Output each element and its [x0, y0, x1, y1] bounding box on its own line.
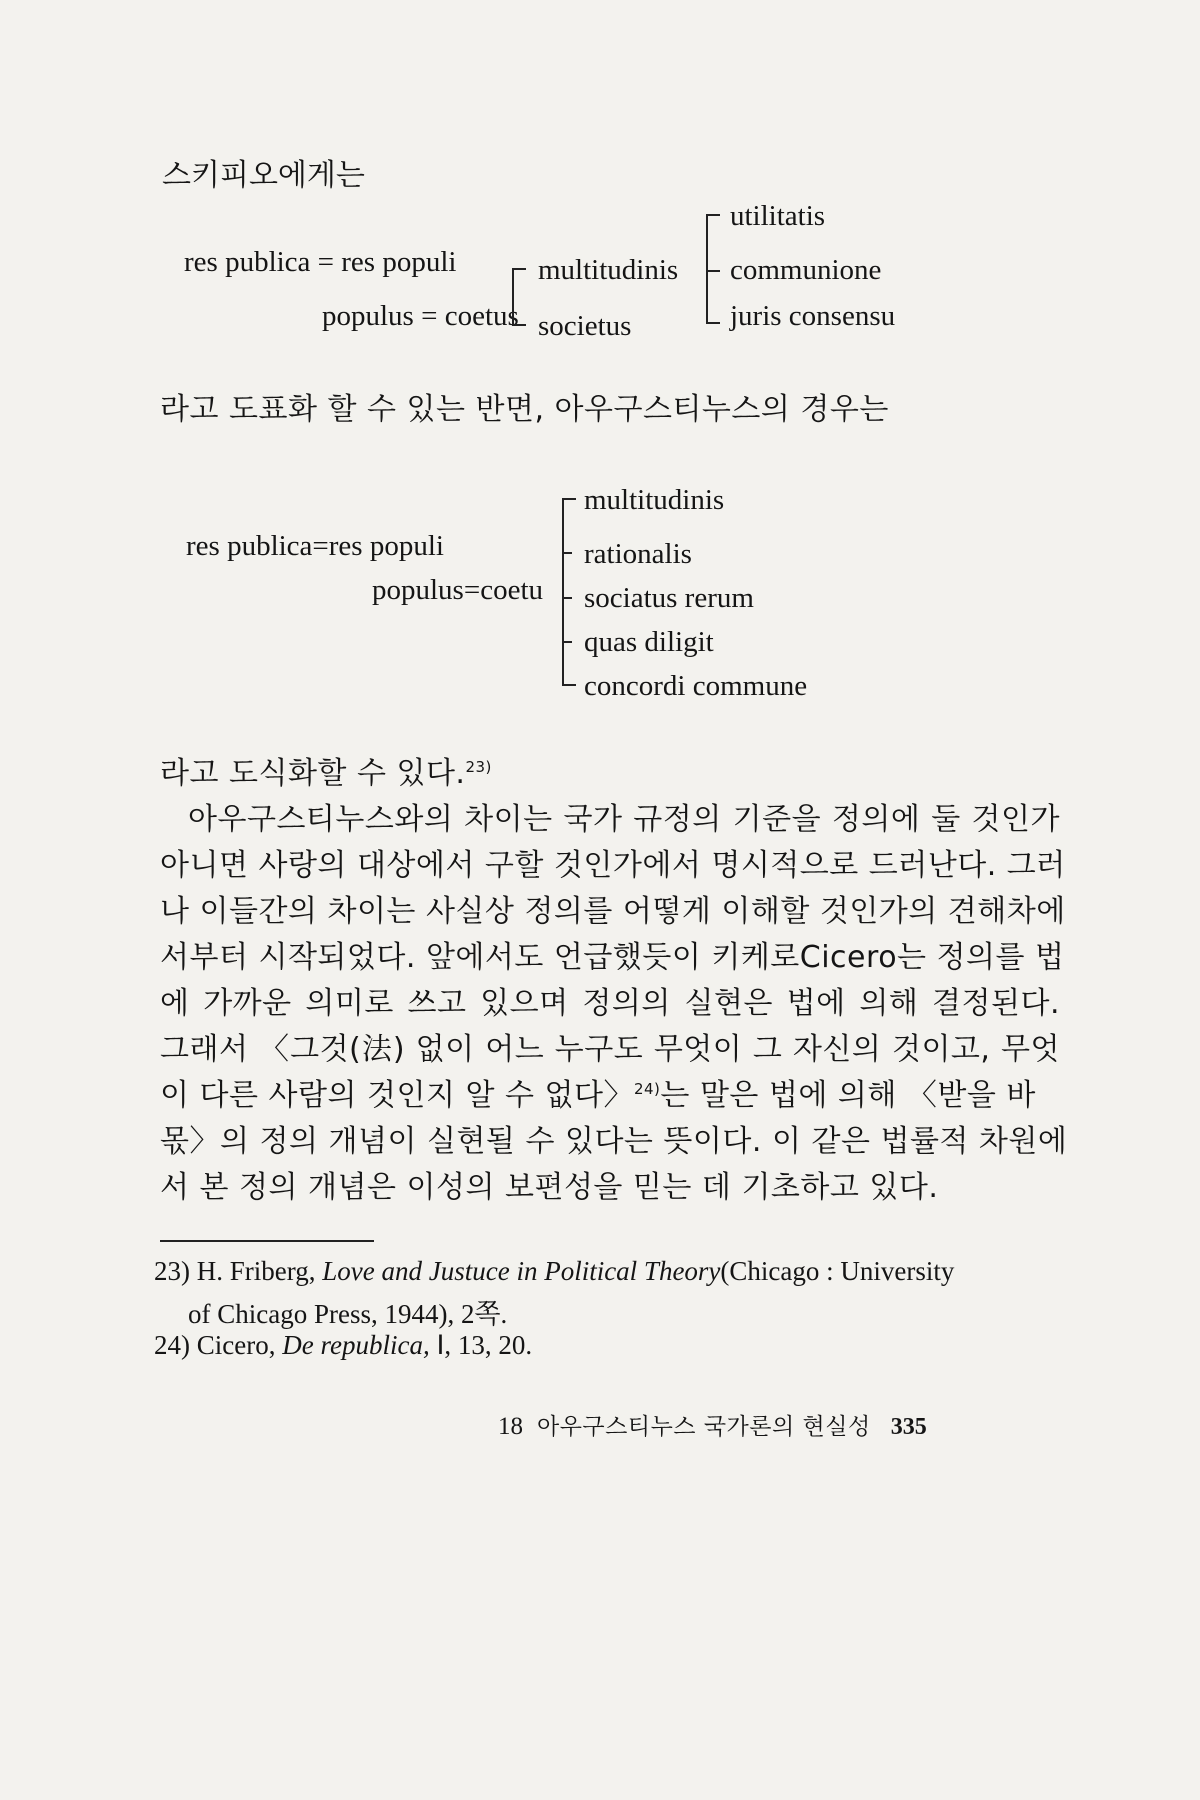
- scheme2-bracket-tick-4: [562, 641, 572, 643]
- scheme2-quas-diligit: quas diligit: [584, 626, 714, 658]
- scheme2-concordi-commune: concordi commune: [584, 670, 808, 702]
- scheme1-middle-bracket-top: [512, 268, 526, 270]
- scheme1-middle-bracket-bottom: [512, 324, 526, 326]
- footnote-24-reference: Ⅰ, 13, 20.: [436, 1330, 533, 1360]
- scheme2-bracket-tick-2: [562, 552, 572, 554]
- scheme1-right-bracket-mid: [706, 270, 720, 272]
- footnote-24-number: 24): [154, 1330, 190, 1360]
- paragraph-line-8: 몫〉의 정의 개념이 실현될 수 있다는 뜻이다. 이 같은 법률적 차원에: [160, 1124, 1068, 1159]
- footnote-23-publisher: (Chicago : University: [720, 1256, 955, 1286]
- scheme2-bracket-tick-3: [562, 597, 572, 599]
- scheme1-right-bracket-bottom: [706, 322, 720, 324]
- footnote-23-author: H. Friberg,: [196, 1256, 316, 1286]
- footnote-24-title: De republica,: [282, 1330, 430, 1360]
- scheme2-bracket-tick-5: [562, 684, 576, 686]
- scheme1-juris-consensu: juris consensu: [730, 300, 896, 332]
- paragraph-line-7: [160, 1070, 1060, 1114]
- footnote-23: [154, 1256, 954, 1287]
- paragraph-line-5: 에 가까운 의미로 쓰고 있으며 정의의 실현은 법에 의해 결정된다.: [160, 986, 1060, 1021]
- paragraph-line-1: 아우구스티누스와의 차이는 국가 규정의 기준을 정의에 둘 것인가: [188, 802, 1060, 837]
- scheme2-multitudinis: multitudinis: [584, 484, 725, 516]
- scheme1-middle-bracket: [512, 268, 514, 326]
- footnote-24-author: Cicero,: [196, 1330, 276, 1360]
- paragraph-line-7-end: 는 말은 법에 의해 〈받을 바: [660, 1078, 1036, 1113]
- footer-chapter-title: 아우구스티누스 국가론의 현실성: [537, 1414, 871, 1440]
- scheme2-bracket: [562, 498, 564, 686]
- footnote-23-title: Love and Justuce in Political Theory: [322, 1256, 721, 1286]
- footnote-divider: [160, 1240, 374, 1242]
- transition-text-2: [160, 748, 1060, 792]
- page-number: 335: [890, 1414, 927, 1440]
- scheme1-right-bracket-top: [706, 214, 720, 216]
- paragraph-line-4: 서부터 시작되었다. 앞에서도 언급했듯이 키케로Cicero는 정의를 법: [160, 940, 1065, 975]
- paragraph-line-9: 서 본 정의 개념은 이성의 보편성을 믿는 데 기초하고 있다.: [160, 1170, 939, 1205]
- scheme1-equation-res-publica: res publica = res populi: [184, 246, 457, 278]
- footnote-24: [154, 1330, 532, 1361]
- scheme1-equation-populus: populus = coetus: [322, 300, 519, 332]
- scheme2-equation-res-publica: res publica=res populi: [186, 530, 444, 562]
- scheme1-utilitatis: utilitatis: [730, 200, 826, 232]
- footnote-23-continuation: of Chicago Press, 1944), 2쪽.: [188, 1299, 508, 1329]
- scheme1-right-bracket: [706, 214, 708, 324]
- footnote-23-number: 23): [154, 1256, 190, 1286]
- scheme2-bracket-tick-1: [562, 498, 576, 500]
- intro-text: 스키피오에게는: [162, 158, 365, 193]
- footnote-ref-24: 24): [633, 1080, 661, 1098]
- scheme1-multitudinis: multitudinis: [538, 254, 679, 286]
- scheme1-communione: communione: [730, 254, 882, 286]
- paragraph-line-2: 아니면 사랑의 대상에서 구할 것인가에서 명시적으로 드러난다. 그러: [160, 848, 1066, 883]
- running-footer: [498, 1408, 927, 1441]
- paragraph-line-3: 나 이들간의 차이는 사실상 정의를 어떻게 이해할 것인가의 견해차에: [160, 894, 1066, 929]
- scheme2-sociatus-rerum: sociatus rerum: [584, 582, 754, 614]
- scheme1-societus: societus: [538, 310, 632, 342]
- paragraph-line-6: 그래서 〈그것(法) 없이 어느 누구도 무엇이 그 자신의 것이고, 무엇: [160, 1032, 1060, 1067]
- transition-text-1: 라고 도표화 할 수 있는 반면, 아우구스티누스의 경우는: [160, 392, 889, 427]
- paragraph-line-7-start: 이 다른 사람의 것인지 알 수 없다〉: [160, 1078, 634, 1113]
- footer-chapter-number: 18: [498, 1413, 523, 1440]
- transition-2-text: 라고 도식화할 수 있다.: [160, 756, 466, 791]
- footnote-ref-23: 23): [465, 758, 492, 776]
- scheme2-equation-populus: populus=coetu: [372, 574, 543, 606]
- scheme2-rationalis: rationalis: [584, 538, 692, 570]
